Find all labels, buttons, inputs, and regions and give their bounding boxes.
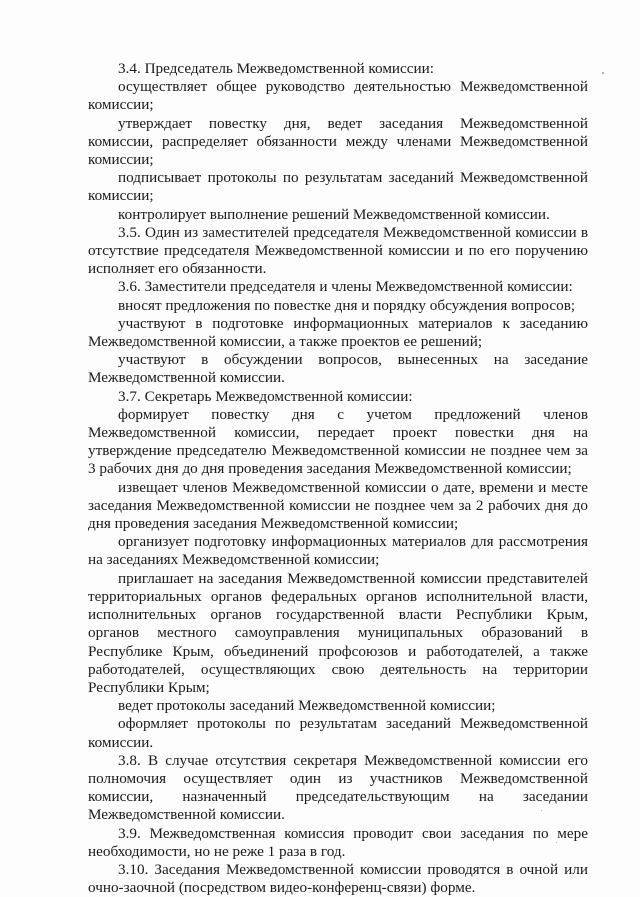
secretary-duty-draw-up-protocols: оформляет протоколы по результатам заседаний Межведомственной комиссии. xyxy=(88,715,588,751)
chair-duty-sign-protocols: подписывает протоколы по результатам заседаний Межведомственной комиссии; xyxy=(88,169,588,205)
clause-3-8: 3.8. В случае отсутствия секретаря Межведомственной комиссии его полномочия осуществляет один из участников Межведомственной комиссии, назначенный председательствующим на заседании Межведомственной комиссии. xyxy=(88,751,588,824)
secretary-duty-notify-members: извещает членов Межведомственной комиссии о дате, времени и месте заседания Межведомственной комиссии не позднее чем за 2 рабочих дня до дня проведения заседания Межведомственной комиссии; xyxy=(88,478,588,533)
scan-speck xyxy=(556,842,557,843)
chair-duty-control-decisions: контролирует выполнение решений Межведомственной комиссии. xyxy=(118,205,550,223)
scan-speck xyxy=(602,72,604,74)
scan-speck xyxy=(541,810,542,811)
secretary-duty-invite-representatives: приглашает на заседания Межведомственной комиссии представителей территориальных органов федеральных органов исполнительной власти, исполнительных органов государственной власти Республики Крым, органов местного самоуправления муниципальных образований в Республике Крым, объединений профсоюзов и работодателей, а также работодателей, осуществляющих свою деятельность на территории Республики Крым; xyxy=(88,569,588,696)
clause-3-4-heading: 3.4. Председатель Межведомственной комиссии: xyxy=(118,60,435,77)
secretary-duty-keep-protocols: ведет протоколы заседаний Межведомственной комиссии; xyxy=(118,697,496,715)
members-duty-prepare-materials: участвуют в подготовке информационных материалов к заседанию Межведомственной комиссии, а также проектов ее решений; xyxy=(88,314,588,351)
chair-duty-approve-agenda: утверждает повестку дня, ведет заседания Межведомственной комиссии, распределяет обязанности между членами Межведомственной комиссии; xyxy=(88,114,588,169)
document-body xyxy=(88,60,588,897)
clause-3-6-heading: 3.6. Заместители председателя и члены Межведомственной комиссии: xyxy=(118,278,573,296)
secretary-duty-organize-materials: организует подготовку информационных материалов для рассмотрения на заседаниях Межведомственной комиссии; xyxy=(88,533,588,569)
clause-3-5: 3.5. Один из заместителей председателя Межведомственной комиссии в отсутствие председателя Межведомственной комиссии и по его поручению исполняет его обязанности. xyxy=(88,223,588,278)
clause-3-10: 3.10. Заседания Межведомственной комиссии проводятся в очной или очно-заочной (посредством видео-конференц-связи) форме. xyxy=(88,860,588,897)
chair-duty-general-management: осуществляет общее руководство деятельностью Межведомственной комиссии; xyxy=(88,78,588,114)
members-duty-proposals: вносят предложения по повестке дня и порядку обсуждения вопросов; xyxy=(118,296,576,314)
secretary-duty-form-agenda: формирует повестку дня с учетом предложений членов Межведомственной комиссии, передает проект повестки дня на утверждение председателю Межведомственной комиссии не позднее чем за 3 рабочих дня до дня проведения заседания Межведомственной комиссии; xyxy=(88,405,588,478)
clause-3-7-heading: 3.7. Секретарь Межведомственной комиссии: xyxy=(118,387,413,405)
clause-3-9: 3.9. Межведомственная комиссия проводит свои заседания по мере необходимости, но не реже 1 раза в год. xyxy=(88,824,588,860)
members-duty-discussion: участвуют в обсуждении вопросов, вынесенных на заседание Межведомственной комиссии. xyxy=(88,351,588,387)
